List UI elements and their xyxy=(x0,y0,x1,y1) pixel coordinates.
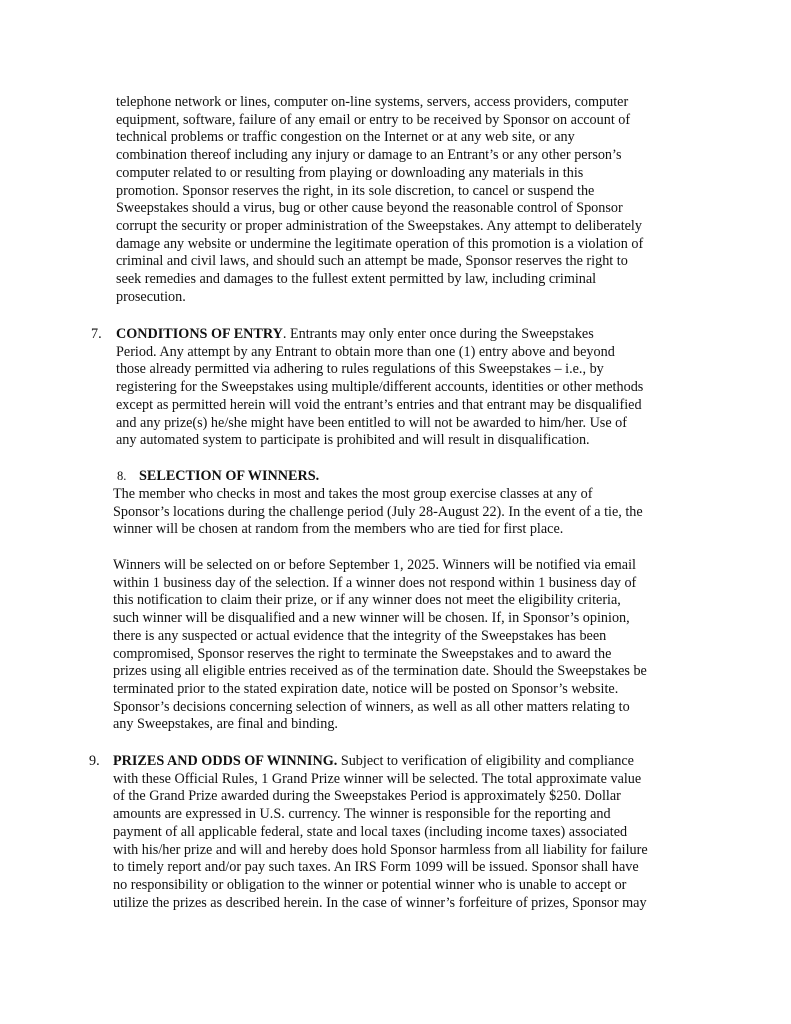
section-9-first-line xyxy=(113,753,703,771)
section-9-line: no responsibility or obligation to the winner or potential winner who is unable to accept or xyxy=(113,876,627,893)
continuation-line: equipment, software, failure of any email or entry to be received by Sponsor on account of xyxy=(116,111,631,128)
section-7-first-line xyxy=(116,326,696,344)
section-7-heading: CONDITIONS OF ENTRY xyxy=(116,326,283,342)
section-9-line: payment of all applicable federal, state and local taxes (including income taxes) associated xyxy=(113,823,628,840)
section-7-line: any automated system to participate is prohibited and will result in disqualification. xyxy=(116,432,590,449)
continuation-line: combination thereof including any injury or damage to an Entrant’s or any other person’s xyxy=(116,147,622,164)
continuation-line: damage any website or undermine the legitimate operation of this promotion is a violation of xyxy=(116,235,644,252)
section-8-paragraph-1 xyxy=(113,486,693,539)
section-9-number: 9. xyxy=(89,753,100,769)
section-7-line: those already permitted via adhering to rules regulations of this Sweepstakes – i.e., by xyxy=(116,361,604,378)
section-7-line: Period. Any attempt by any Entrant to obtain more than one (1) entry above and beyond xyxy=(116,343,615,360)
section-8-paragraph-2-line: Sponsor’s decisions concerning selection of winners, as well as all other matters relating to xyxy=(113,698,630,715)
section-9-line: with his/her prize and will and hereby does hold Sponsor harmless from all liability for failure xyxy=(113,841,648,858)
section-9-first-line-text: Subject to verification of eligibility and compliance xyxy=(337,753,634,769)
section-8-heading: SELECTION OF WINNERS. xyxy=(139,468,320,484)
continuation-line: promotion. Sponsor reserves the right, in its sole discretion, to cancel or suspend the xyxy=(116,182,595,199)
continuation-line: telephone network or lines, computer on-line systems, servers, access providers, computer xyxy=(116,94,629,110)
section-7-first-line-text: . Entrants may only enter once during the Sweepstakes xyxy=(282,326,594,342)
section-9-lines xyxy=(113,771,703,913)
section-8-paragraph-2-line: such winner will be disqualified and a new winner will be chosen. If, in Sponsor’s opinion, xyxy=(113,610,630,627)
section-8-paragraph-1-line: Sponsor’s locations during the challenge period (July 28-August 22). In the event of a tie, the xyxy=(113,503,643,520)
section-9-paragraph xyxy=(113,753,703,912)
continuation-line: corrupt the security or proper administration of the Sweepstakes. Any attempt to deliberately xyxy=(116,217,642,234)
section-9-line: with these Official Rules, 1 Grand Prize winner will be selected. The total approximate value xyxy=(113,770,642,787)
section-9-line: to timely report and/or pay such taxes. An IRS Form 1099 will be issued. Sponsor shall have xyxy=(113,859,639,876)
section-8-paragraph-2-line: there is any suspected or actual evidence that the integrity of the Sweepstakes has been xyxy=(113,627,607,644)
section-8-paragraph-2 xyxy=(113,557,693,734)
section-7-paragraph xyxy=(116,326,696,450)
section-9-heading: PRIZES AND ODDS OF WINNING. xyxy=(113,753,338,769)
section-7-number: 7. xyxy=(91,326,102,342)
section-7-line: except as permitted herein will void the entrant’s entries and that entrant may be disqualified xyxy=(116,396,642,413)
section-7-line: and any prize(s) he/she might have been entitled to will not be awarded to him/her. Use of xyxy=(116,414,627,431)
section-8-paragraph-2-line: Winners will be selected on or before September 1, 2025. Winners will be notified via email xyxy=(113,557,636,573)
section-8-paragraph-1-line: winner will be chosen at random from the members who are tied for first place. xyxy=(113,521,564,538)
continuation-line: computer related to or resulting from playing or downloading any materials in this xyxy=(116,164,584,181)
section-8-paragraph-2-line: prizes using all eligible entries received as of the termination date. Should the Sweepstakes be xyxy=(113,663,647,680)
section-8-paragraph-2-line: this notification to claim their prize, or if any winner does not meet the eligibility criteria, xyxy=(113,592,621,609)
section-8-paragraph-2-line: any Sweepstakes, are final and binding. xyxy=(113,716,338,733)
section-8-paragraph-1-line: The member who checks in most and takes the most group exercise classes at any of xyxy=(113,486,593,502)
continuation-line: Sweepstakes should a virus, bug or other cause beyond the reasonable control of Sponsor xyxy=(116,200,623,217)
section-8-number: 8. xyxy=(117,469,127,483)
section-8-paragraph-2-line: compromised, Sponsor reserves the right to terminate the Sweepstakes and to award the xyxy=(113,645,612,662)
continuation-line: technical problems or traffic congestion on the Internet or at any web site, or any xyxy=(116,129,575,146)
section-8-paragraph-2-line: within 1 business day of the selection. If a winner does not respond within 1 business day of xyxy=(113,574,637,591)
continuation-line: seek remedies and damages to the fullest extent permitted by law, including criminal xyxy=(116,271,597,288)
section-9-line: utilize the prizes as described herein. In the case of winner’s forfeiture of prizes, Sponsor may xyxy=(113,894,647,911)
section-7-line: registering for the Sweepstakes using multiple/different accounts, identities or other methods xyxy=(116,379,644,396)
section-8-paragraph-2-line: terminated prior to the stated expiration date, notice will be posted on Sponsor’s website. xyxy=(113,680,619,697)
section-9-line: amounts are expressed in U.S. currency. The winner is responsible for the reporting and xyxy=(113,806,611,823)
section-9-line: of the Grand Prize awarded during the Sweepstakes Period is approximately $250. Dollar xyxy=(113,788,621,805)
section-7-lines xyxy=(116,344,696,450)
continuation-line: criminal and civil laws, and should such an attempt be made, Sponsor reserves the right to xyxy=(116,253,628,270)
continuation-paragraph xyxy=(116,94,696,306)
continuation-line: prosecution. xyxy=(116,288,186,305)
